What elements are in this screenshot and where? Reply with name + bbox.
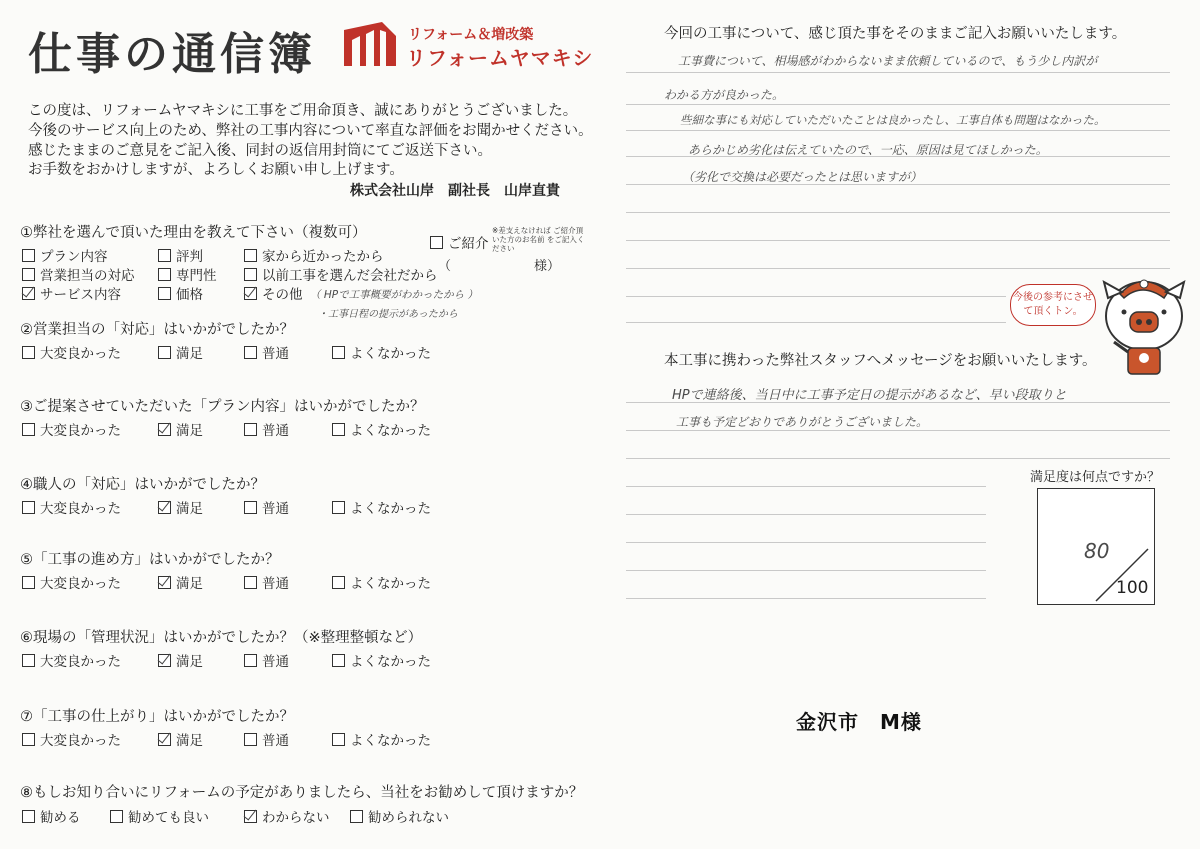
q8-question: ⑧もしお知り合いにリフォームの予定がありましたら、当社をお勧めして頂けますか？ xyxy=(20,785,584,801)
other-handwritten-note: ・工事日程の提示があったから xyxy=(318,309,458,320)
q8-option[interactable]: 勧められない xyxy=(350,806,449,826)
rating-option[interactable]: よくなかった xyxy=(332,650,431,670)
checkbox[interactable] xyxy=(158,249,171,262)
checkbox[interactable] xyxy=(158,268,171,281)
comment-handwritten-line: わかる方が良かった。 xyxy=(664,88,785,102)
checkbox-checked[interactable] xyxy=(158,654,171,667)
checkbox[interactable] xyxy=(22,810,35,823)
rating-option[interactable]: 大変良かった xyxy=(22,572,121,592)
rating-option[interactable]: 大変良かった xyxy=(22,650,121,670)
checkbox[interactable] xyxy=(244,733,257,746)
checkbox[interactable] xyxy=(332,733,345,746)
other-handwritten-note: （ HPで工事概要がわかったから ） xyxy=(310,289,478,301)
rating-option[interactable]: 満足 xyxy=(158,497,203,517)
rating-option[interactable]: 満足 xyxy=(158,419,203,439)
checkbox-checked[interactable] xyxy=(244,810,257,823)
referral-paren-close: 様） xyxy=(534,259,561,274)
checkbox[interactable] xyxy=(22,268,35,281)
checkbox[interactable] xyxy=(22,249,35,262)
q1-option-previous[interactable]: 以前工事を選んだ会社だから xyxy=(244,264,438,284)
company-logo-icon xyxy=(342,20,398,68)
checkbox[interactable] xyxy=(244,423,257,436)
rating-option[interactable]: よくなかった xyxy=(332,729,431,749)
q1-option-other[interactable]: その他 xyxy=(244,283,303,303)
checkbox[interactable] xyxy=(332,423,345,436)
rating-option[interactable]: 普通 xyxy=(244,497,289,517)
score-value: 80 xyxy=(1084,539,1110,563)
q1-option-nearby[interactable]: 家から近かったから xyxy=(244,245,384,265)
customer-name: 金沢市 M様 xyxy=(796,710,922,734)
q8-option[interactable]: 勧める xyxy=(22,806,81,826)
comment-handwritten-line: 些細な事にも対応していただいたことは良かったし、工事自体も問題はなかった。 xyxy=(680,113,1106,127)
pig-mascot-icon xyxy=(1098,268,1188,378)
intro-line: 今後のサービス向上のため、弊社の工事内容について率直な評価をお聞かせください。 xyxy=(28,123,593,139)
checkbox[interactable] xyxy=(332,576,345,589)
checkbox-checked[interactable] xyxy=(158,733,171,746)
message-heading: 本工事に携わった弊社スタッフへメッセージをお願いいたします。 xyxy=(664,353,1097,369)
message-handwritten-line: 工事も予定どおりでありがとうございました。 xyxy=(676,415,929,429)
checkbox[interactable] xyxy=(244,576,257,589)
rating-question: ②営業担当の「対応」はいかがでしたか？ xyxy=(20,322,294,338)
referral-note: ※差支えなければ ご紹介頂いた方のお名前 をご記入ください xyxy=(492,226,585,253)
rating-question: ⑥現場の「管理状況」はいかがでしたか？（※整理整頓など） xyxy=(20,630,423,646)
checkbox[interactable] xyxy=(332,346,345,359)
rating-option[interactable]: 大変良かった xyxy=(22,497,121,517)
comment-handwritten-line: あらかじめ劣化は伝えていたので、一応、原因は見てほしかった。 xyxy=(688,143,1048,157)
score-heading: 満足度は何点ですか？ xyxy=(1030,470,1161,485)
checkbox[interactable] xyxy=(332,654,345,667)
score-box[interactable] xyxy=(1037,488,1155,605)
signature: 株式会社山岸 副社長 山岸直貴 xyxy=(350,183,560,199)
q8-option[interactable]: 勧めても良い xyxy=(110,806,209,826)
referral-paren-open: （ xyxy=(438,259,452,274)
score-max: 100 xyxy=(1116,578,1149,598)
checkbox[interactable] xyxy=(244,268,257,281)
checkbox[interactable] xyxy=(158,287,171,300)
rating-option[interactable]: よくなかった xyxy=(332,419,431,439)
checkbox[interactable] xyxy=(350,810,363,823)
logo-tagline: リフォーム＆増改築 xyxy=(408,27,534,43)
comment-heading: 今回の工事について、感じ頂た事をそのままご記入お願いいたします。 xyxy=(664,26,1127,42)
page-title: 仕事の通信簿 xyxy=(28,29,316,80)
rating-option[interactable]: よくなかった xyxy=(332,572,431,592)
rating-question: ③ご提案させていただいた「プラン内容」はいかがでしたか？ xyxy=(20,399,425,415)
rating-question: ④職人の「対応」はいかがでしたか？ xyxy=(20,477,265,493)
checkbox[interactable] xyxy=(22,346,35,359)
logo-name: リフォームヤマキシ xyxy=(406,46,594,70)
comment-handwritten-line: （劣化で交換は必要だったとは思いますが） xyxy=(682,170,923,184)
checkbox[interactable] xyxy=(158,346,171,359)
checkbox[interactable] xyxy=(244,346,257,359)
intro-line: 感じたままのご意見をご記入後、同封の返信用封筒にてご返送下さい。 xyxy=(28,143,492,159)
checkbox-checked[interactable] xyxy=(158,576,171,589)
q1-option-expertise[interactable]: 専門性 xyxy=(158,264,217,284)
rating-option[interactable]: 普通 xyxy=(244,650,289,670)
rating-question: ⑤「工事の進め方」はいかがでしたか？ xyxy=(20,552,280,568)
checkbox-checked[interactable] xyxy=(22,287,35,300)
checkbox[interactable] xyxy=(244,654,257,667)
intro-line: お手数をおかけしますが、よろしくお願い申し上げます。 xyxy=(28,162,404,178)
rating-option[interactable]: 大変良かった xyxy=(22,729,121,749)
message-handwritten-line: HPで連絡後、当日中に工事予定日の提示があるなど、早い段取りと xyxy=(672,388,1067,403)
intro-line: この度は、リフォームヤマキシに工事をご用命頂き、誠にありがとうございました。 xyxy=(28,103,578,119)
q1-option-service[interactable]: サービス内容 xyxy=(22,283,121,303)
rating-option[interactable]: 大変良かった xyxy=(22,342,121,362)
rating-option[interactable]: 普通 xyxy=(244,572,289,592)
mascot-speech-bubble: 今後の参考にさせて頂くトン。 xyxy=(1010,284,1096,326)
rating-option[interactable]: よくなかった xyxy=(332,497,431,517)
checkbox[interactable] xyxy=(244,501,257,514)
q1-option-reputation[interactable]: 評判 xyxy=(158,245,203,265)
checkbox[interactable] xyxy=(22,576,35,589)
q1-option-price[interactable]: 価格 xyxy=(158,283,203,303)
rating-option[interactable]: 普通 xyxy=(244,342,289,362)
comment-handwritten-line: 工事費について、相場感がわからないまま依頼しているので、もう少し内訳が xyxy=(678,54,1098,68)
q1-option-referral[interactable]: ご紹介 xyxy=(430,232,489,252)
checkbox[interactable] xyxy=(22,501,35,514)
rating-option[interactable]: 普通 xyxy=(244,419,289,439)
q1-question: ①弊社を選んで頂いた理由を教えて下さい（複数可） xyxy=(20,225,367,241)
q1-option-sales[interactable]: 営業担当の対応 xyxy=(22,264,135,284)
rating-option[interactable]: 満足 xyxy=(158,572,203,592)
checkbox-checked[interactable] xyxy=(158,423,171,436)
checkbox[interactable] xyxy=(22,654,35,667)
rating-option[interactable]: 満足 xyxy=(158,342,203,362)
checkbox[interactable] xyxy=(22,733,35,746)
rating-option[interactable]: 満足 xyxy=(158,650,203,670)
checkbox[interactable] xyxy=(110,810,123,823)
checkbox[interactable] xyxy=(22,423,35,436)
rating-option[interactable]: 大変良かった xyxy=(22,419,121,439)
checkbox-checked[interactable] xyxy=(158,501,171,514)
q1-option-plan[interactable]: プラン内容 xyxy=(22,245,108,265)
checkbox-checked[interactable] xyxy=(244,287,257,300)
rating-option[interactable]: 満足 xyxy=(158,729,203,749)
checkbox[interactable] xyxy=(244,249,257,262)
rating-question: ⑦「工事の仕上がり」はいかがでしたか？ xyxy=(20,709,294,725)
checkbox[interactable] xyxy=(332,501,345,514)
checkbox[interactable] xyxy=(430,236,443,249)
q8-option[interactable]: わからない xyxy=(244,806,330,826)
rating-option[interactable]: 普通 xyxy=(244,729,289,749)
rating-option[interactable]: よくなかった xyxy=(332,342,431,362)
